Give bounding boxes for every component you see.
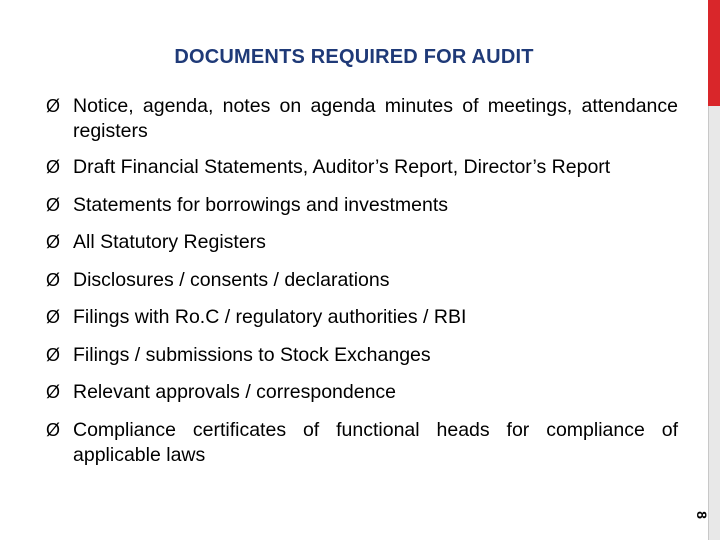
bullet-item <box>46 268 678 293</box>
bullet-text: Filings with Ro.C / regulatory authorities / RBI <box>73 306 467 328</box>
bullet-text: Notice, agenda, notes on agenda minutes of meetings, attendance registers <box>73 95 678 142</box>
bullet-item <box>46 155 678 180</box>
arrow-bullet-icon: Ø <box>46 344 61 365</box>
arrow-bullet-icon: Ø <box>46 194 61 215</box>
bullet-text: Statements for borrowings and investments <box>73 193 449 216</box>
bullet-item <box>46 305 678 330</box>
bullet-text: Draft Financial Statements, Auditor’s Report, Director’s Report <box>73 156 611 178</box>
red-accent-block <box>708 0 720 106</box>
arrow-bullet-icon: Ø <box>46 157 61 177</box>
arrow-bullet-icon: Ø <box>46 419 61 440</box>
bullet-item <box>46 193 678 218</box>
bullet-text: Filings / submissions to Stock Exchanges <box>73 343 431 366</box>
slide-title: DOCUMENTS REQUIRED FOR AUDIT <box>174 46 534 68</box>
arrow-bullet-icon: Ø <box>46 307 61 327</box>
side-decoration-bar <box>708 0 720 540</box>
page-number: 8 <box>694 511 710 519</box>
arrow-bullet-icon: Ø <box>46 382 61 402</box>
bullet-text: Relevant approvals / correspondence <box>73 381 397 403</box>
bullet-item <box>46 418 678 468</box>
bullet-text: Compliance certificates of functional heads for compliance of applicable laws <box>73 418 678 466</box>
arrow-bullet-icon: Ø <box>46 269 61 290</box>
bullet-text: Disclosures / consents / declarations <box>73 268 390 291</box>
bullet-item <box>46 343 678 368</box>
bullet-item <box>46 380 678 405</box>
bullet-item <box>46 94 678 144</box>
arrow-bullet-icon: Ø <box>46 96 61 116</box>
bullet-text: All Statutory Registers <box>73 231 266 253</box>
arrow-bullet-icon: Ø <box>46 232 61 252</box>
bullet-item <box>46 230 678 255</box>
bullet-list <box>46 94 678 468</box>
